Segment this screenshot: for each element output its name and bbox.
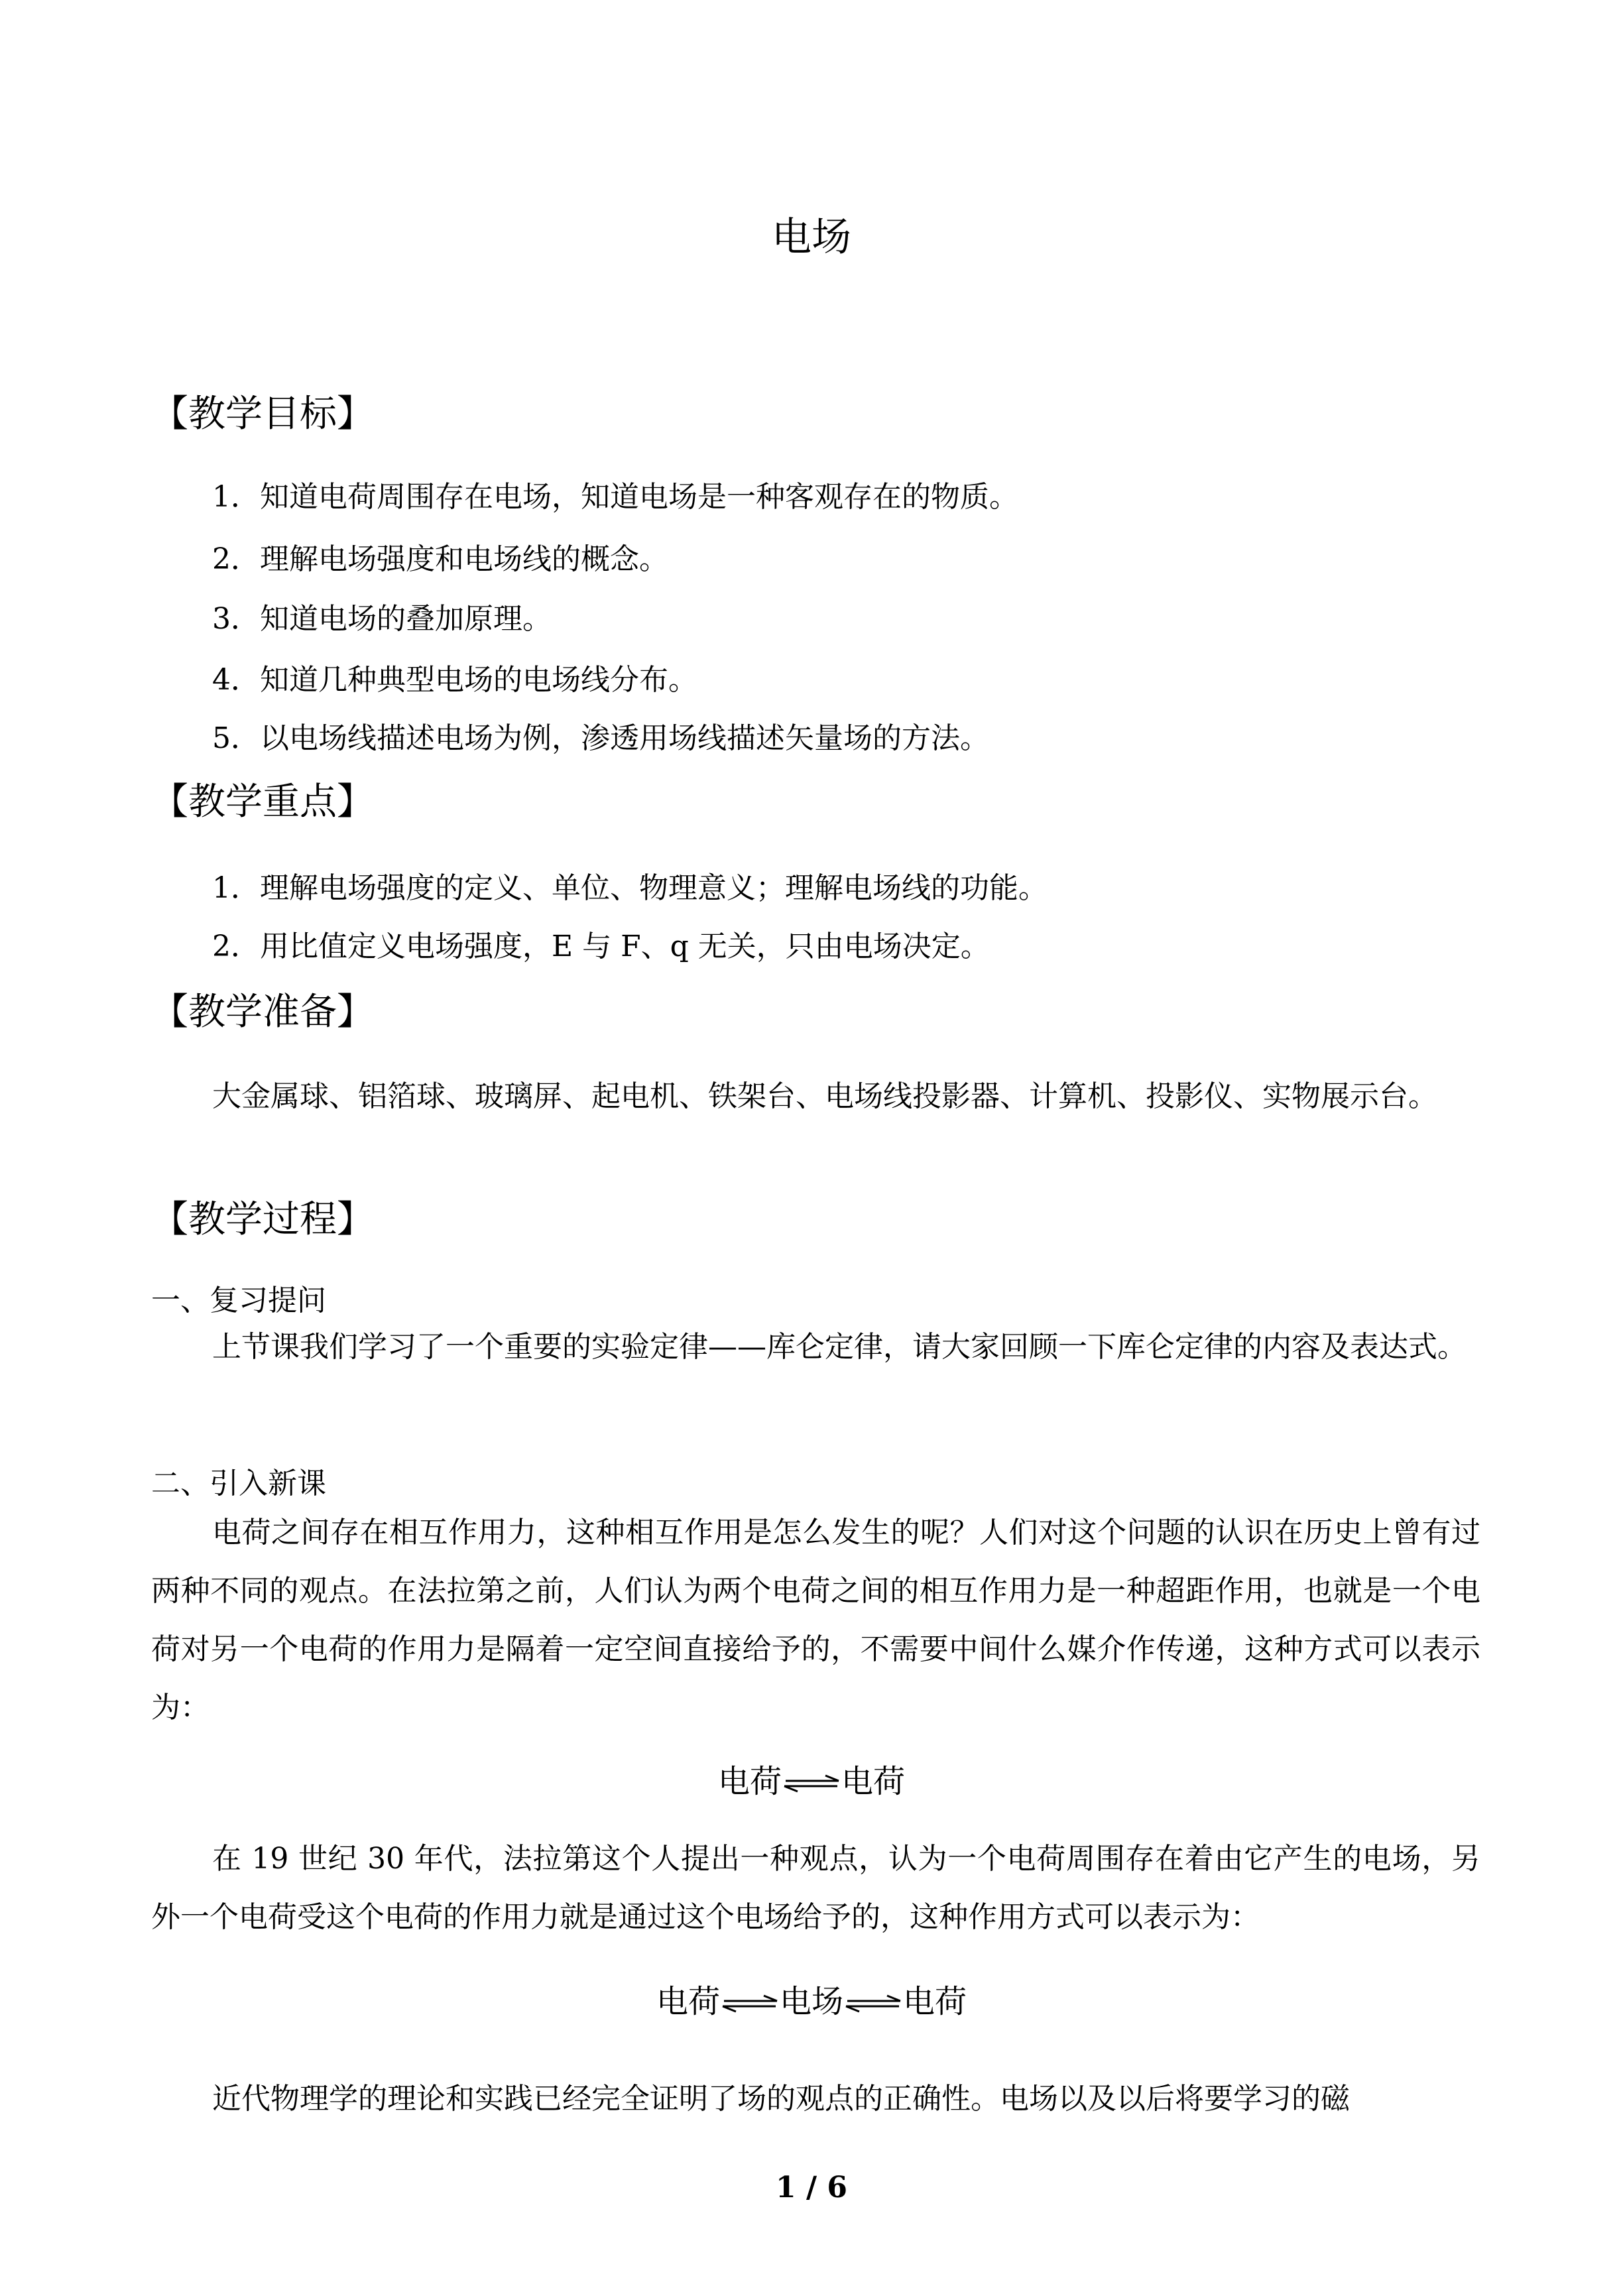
equation-term: 电荷 [717, 1763, 782, 1800]
intro-title: 二、引入新课 [151, 1467, 326, 1500]
objective-item-4: 4．知道几种典型电场的电场线分布。 [212, 663, 697, 697]
key-point-item-1: 1．理解电场强度的定义、单位、物理意义；理解电场线的功能。 [212, 871, 1048, 905]
objective-item-1: 1．知道电荷周围存在电场，知道电场是一种客观存在的物质。 [212, 480, 1018, 514]
equation-term: 电荷 [656, 1983, 720, 2020]
objective-item-5: 5．以电场线描述电场为例，渗透用场线描述矢量场的方法。 [212, 721, 989, 755]
objective-item-2: 2．理解电场强度和电场线的概念。 [212, 542, 668, 576]
page-number: 1 / 6 [776, 2171, 847, 2205]
equation-field-mediated [0, 1978, 1623, 2025]
objectives-heading: 【教学目标】 [151, 393, 374, 436]
review-text: 上节课我们学习了一个重要的实验定律——库仑定律，请大家回顾一下库仑定律的内容及表达式。 [212, 1330, 1467, 1364]
intro-paragraph-1: 电荷之间存在相互作用力，这种相互作用是怎么发生的呢？人们对这个问题的认识在历史上曾有过两种不同的观点。在法拉第之前，人们认为两个电荷之间的相互作用力是一种超距作用，也就是一个电荷对另一个电荷的作用力是隔着一定空间直接给予的，不需要中间什么媒介作传递，这种方式可以表示为： [151, 1516, 1480, 1724]
preparation-text: 大金属球、铝箔球、玻璃屏、起电机、铁架台、电场线投影器、计算机、投影仪、实物展示台。 [212, 1079, 1437, 1113]
process-heading: 【教学过程】 [151, 1198, 374, 1241]
key-points-heading: 【教学重点】 [151, 780, 374, 823]
double-arrow-icon [845, 1994, 902, 2013]
intro-paragraph-3: 近代物理学的理论和实践已经完全证明了场的观点的正确性。电场以及以后将要学习的磁 [212, 2082, 1350, 2116]
equation-term: 电荷 [903, 1983, 967, 2020]
equation-action-at-distance [0, 1758, 1623, 1805]
double-arrow-icon [721, 1994, 778, 2013]
equation-term: 电荷 [841, 1763, 906, 1800]
objective-item-3: 3．知道电场的叠加原理。 [212, 602, 552, 636]
key-point-item-2: 2．用比值定义电场强度，E 与 F、q 无关，只由电场决定。 [212, 930, 990, 963]
equation-term: 电场 [779, 1983, 843, 2020]
page-title: 电场 [772, 214, 851, 261]
review-title: 一、复习提问 [151, 1284, 326, 1317]
preparation-heading: 【教学准备】 [151, 991, 374, 1034]
intro-paragraph-2: 在 19 世纪 30 年代，法拉第这个人提出一种观点，认为一个电荷周围存在着由它产生的电场，另外一个电荷受这个电荷的作用力就是通过这个电场给予的，这种作用方式可以表示为： [151, 1842, 1480, 1934]
double-arrow-icon [783, 1774, 840, 1793]
